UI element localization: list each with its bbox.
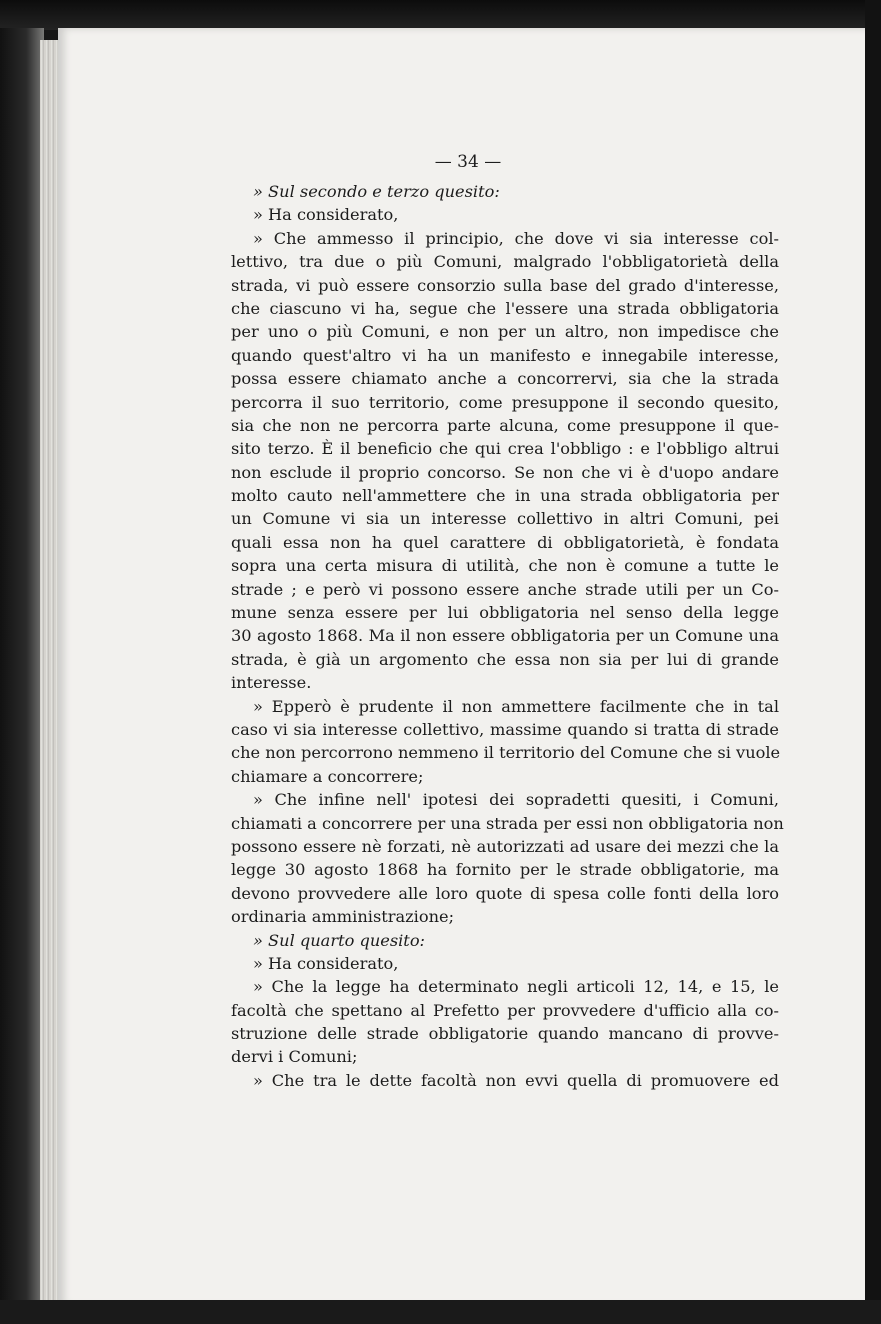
- text-line: » Che infine nell' ipotesi dei sopradetti quesiti, i Comuni,: [253, 790, 779, 810]
- text-line: » Ha considerato,: [253, 953, 399, 973]
- scan-bottom-border: [0, 1300, 881, 1324]
- text-line: un Comune vi sia un interesse collettivo in altri Comuni, pei: [231, 509, 779, 529]
- text-line: non esclude il proprio concorso. Se non che vi è d'uopo andare: [231, 462, 779, 482]
- book-binding-shadow: [0, 28, 44, 1324]
- text-line: strade ; e però vi possono essere anche strade utili per un Co-: [231, 579, 779, 599]
- text-line: che ciascuno vi ha, segue che l'essere una strada obbligatoria: [231, 298, 779, 318]
- text-line: quali essa non ha quel carattere di obbligatorietà, è fondata: [231, 532, 779, 552]
- text-line: » Che tra le dette facoltà non evvi quella di promuovere ed: [253, 1070, 779, 1090]
- text-line: quando quest'altro vi ha un manifesto e innegabile interesse,: [231, 345, 779, 365]
- text-line: dervi i Comuni;: [231, 1047, 358, 1067]
- scan-right-border: [865, 0, 881, 1324]
- text-line: devono provvedere alle loro quote di spesa colle fonti della loro: [231, 883, 779, 903]
- text-line: che non percorrono nemmeno il territorio del Comune che si vuole: [231, 743, 781, 763]
- text-line: chiamati a concorrere per una strada per essi non obbligatoria non: [231, 813, 784, 833]
- text-line: lettivo, tra due o più Comuni, malgrado l'obbligatorietà della: [231, 252, 779, 272]
- text-line: struzione delle strade obbligatorie quando mancano di provve-: [231, 1024, 779, 1044]
- text-line: possono essere nè forzati, nè autorizzati ad usare dei mezzi che la: [231, 836, 779, 856]
- text-line: » Che la legge ha determinato negli articoli 12, 14, e 15, le: [253, 977, 779, 997]
- text-line: sopra una certa misura di utilità, che non è comune a tutte le: [231, 556, 779, 576]
- text-line: strada, è già un argomento che essa non sia per lui di grande: [231, 649, 779, 669]
- text-line: molto cauto nell'ammettere che in una strada obbligatoria per: [231, 486, 779, 506]
- text-line: strada, vi può essere consorzio sulla base del grado d'interesse,: [231, 275, 779, 295]
- text-line: possa essere chiamato anche a concorrervi, sia che la strada: [231, 369, 779, 389]
- text-line: » Che ammesso il principio, che dove vi sia interesse col-: [253, 228, 779, 248]
- text-line: sito terzo. È il beneficio che qui crea l'obbligo : e l'obbligo altrui: [231, 439, 779, 459]
- text-line: facoltà che spettano al Prefetto per provvedere d'ufficio alla co-: [231, 1000, 779, 1020]
- scan-top-border: [0, 0, 881, 30]
- text-line: caso vi sia interesse collettivo, massime quando si tratta di strade: [231, 719, 779, 739]
- text-line: sia che non ne percorra parte alcuna, come presuppone il que-: [231, 415, 779, 435]
- text-line: legge 30 agosto 1868 ha fornito per le strade obbligatorie, ma: [231, 860, 779, 880]
- text-line: » Sul quarto quesito:: [253, 930, 426, 950]
- text-line: interesse.: [231, 673, 312, 693]
- text-line: mune senza essere per lui obbligatoria nel senso della legge: [231, 603, 779, 623]
- text-line: » Epperò è prudente il non ammettere facilmente che in tal: [253, 696, 779, 716]
- page-number: — 34 —: [434, 152, 502, 172]
- page-body-text: [231, 180, 784, 1092]
- text-line: » Sul secondo e terzo quesito:: [253, 182, 500, 201]
- text-line: per uno o più Comuni, e non per un altro, non impedisce che: [231, 322, 779, 342]
- text-line: 30 agosto 1868. Ma il non essere obbligatoria per un Comune una: [231, 626, 779, 646]
- text-line: ordinaria amministrazione;: [231, 907, 455, 927]
- text-line: percorra il suo territorio, come presuppone il secondo quesito,: [231, 392, 779, 412]
- text-line: chiamare a concorrere;: [231, 766, 424, 786]
- text-line: » Ha considerato,: [253, 205, 399, 225]
